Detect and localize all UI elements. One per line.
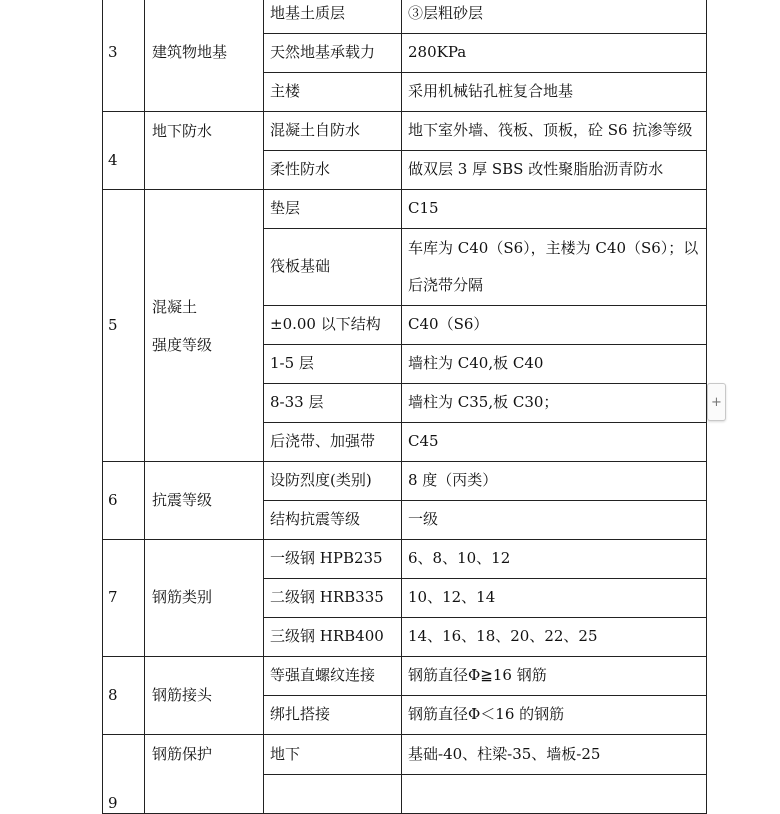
item-value: C40（S6） [402,306,707,345]
table-row [103,0,707,34]
item-value: 做双层 3 厚 SBS 改性聚脂胎沥青防水 [402,151,707,190]
item-label: 一级钢 HPB235 [264,540,402,579]
row-category: 抗震等级 [145,462,264,540]
row-category: 建筑物地基 [145,0,264,112]
row-category: 地下防水 [145,112,264,190]
row-category [145,190,264,462]
item-value: 车库为 C40（S6），主楼为 C40（S6）；以后浇带分隔 [402,229,707,306]
row-number: 4 [103,112,145,190]
item-value: 墙柱为 C40,板 C40 [402,345,707,384]
row-number: 8 [103,657,145,735]
item-label: 8-33 层 [264,384,402,423]
item-label: ±0.00 以下结构 [264,306,402,345]
plus-icon: + [711,394,722,410]
row-category: 钢筋类别 [145,540,264,657]
item-label: 垫层 [264,190,402,229]
row-number: 5 [103,190,145,462]
table-row [103,462,707,501]
item-value: 14、16、18、20、22、25 [402,618,707,657]
row-number: 3 [103,0,145,112]
item-label: 三级钢 HRB400 [264,618,402,657]
row-number: 6 [103,462,145,540]
item-label: 绑扎搭接 [264,696,402,735]
item-label: 混凝土自防水 [264,112,402,151]
item-value: C45 [402,423,707,462]
item-value: 8 度（丙类） [402,462,707,501]
row-category-line2: 强度等级 [152,335,213,354]
item-label: 地下 [264,735,402,775]
item-value: 280KPa [402,34,707,73]
item-label: 主楼 [264,73,402,112]
table-row [103,657,707,696]
item-label: 筏板基础 [264,229,402,306]
item-label [264,775,402,814]
row-number: 7 [103,540,145,657]
item-value: 钢筋直径Φ＜16 的钢筋 [402,696,707,735]
item-value: ③层粗砂层 [402,0,707,34]
add-column-button[interactable] [707,383,726,421]
item-value: 地下室外墙、筏板、顶板，砼 S6 抗渗等级 [402,112,707,151]
item-value: 基础-40、柱梁-35、墙板-25 [402,735,707,775]
table-row [103,190,707,229]
row-category: 钢筋保护 [145,735,264,814]
item-label: 二级钢 HRB335 [264,579,402,618]
spec-table [102,0,707,814]
item-label: 地基土质层 [264,0,402,34]
row-category-line1: 混凝土 [152,297,198,316]
item-label: 后浇带、加强带 [264,423,402,462]
item-label: 设防烈度(类别) [264,462,402,501]
row-number: 9 [103,735,145,814]
item-value [402,775,707,814]
item-label: 结构抗震等级 [264,501,402,540]
item-label: 柔性防水 [264,151,402,190]
item-value: 采用机械钻孔桩复合地基 [402,73,707,112]
table-row [103,735,707,775]
item-value: 墙柱为 C35,板 C30； [402,384,707,423]
item-value: 钢筋直径Φ≧16 钢筋 [402,657,707,696]
item-value: 6、8、10、12 [402,540,707,579]
item-value: 一级 [402,501,707,540]
item-label: 1-5 层 [264,345,402,384]
table-row [103,112,707,151]
table-row [103,540,707,579]
row-category: 钢筋接头 [145,657,264,735]
item-value: C15 [402,190,707,229]
item-value: 10、12、14 [402,579,707,618]
item-label: 等强直螺纹连接 [264,657,402,696]
item-label: 天然地基承载力 [264,34,402,73]
